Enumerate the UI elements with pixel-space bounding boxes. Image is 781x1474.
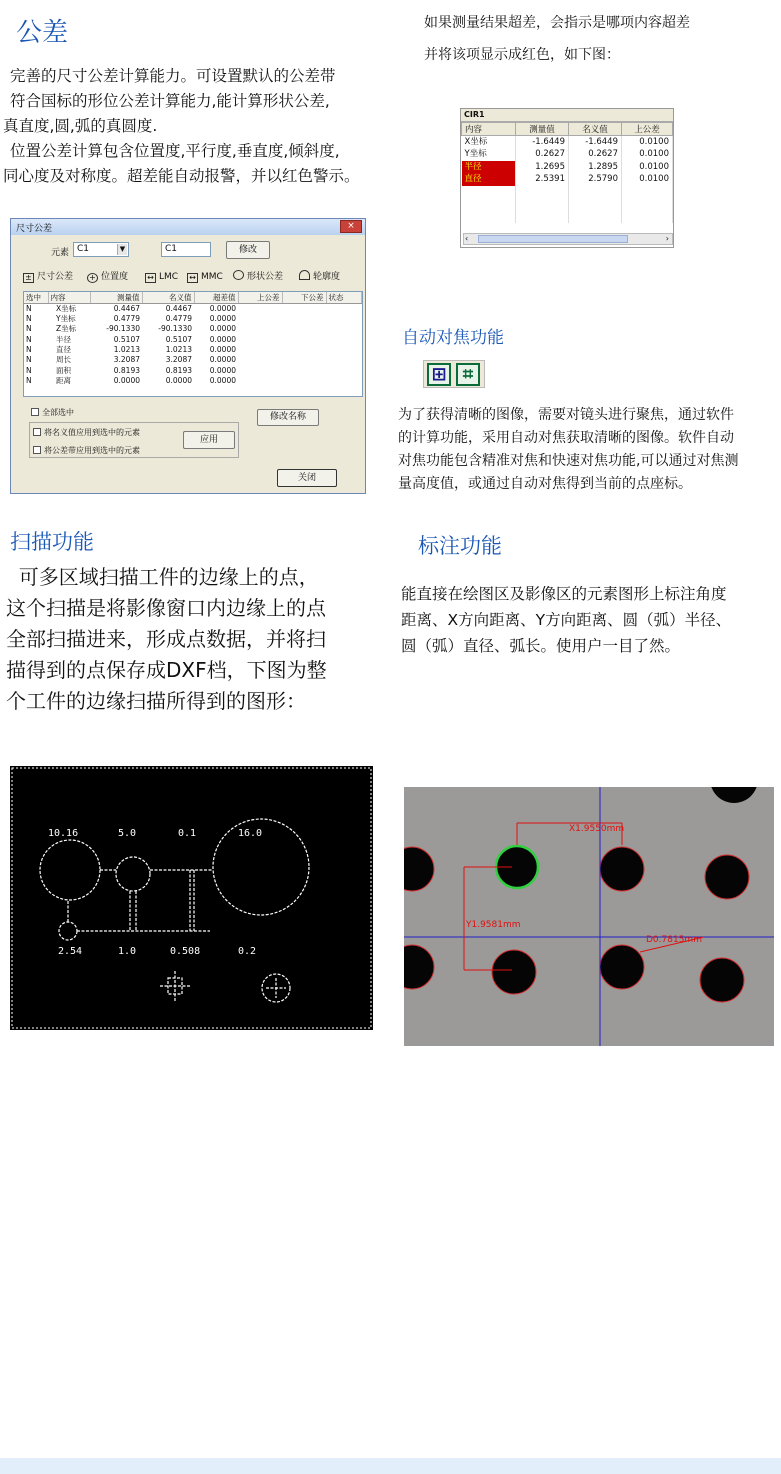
table-cell: 距离 [56,375,71,385]
table-cell [282,355,326,365]
table-row[interactable] [24,304,362,315]
table-cell [326,345,362,355]
table-cell: 0.8193 [113,365,140,375]
scan-label: 2.54 [58,946,83,957]
table-cell [238,335,282,345]
close-button[interactable]: 关闭 [277,469,337,487]
scroll-right-icon[interactable]: › [665,234,669,243]
tab-form-tolerance[interactable]: 形状公差 [233,269,283,285]
table-cell: 0.0100 [622,161,673,174]
scroll-left-icon[interactable]: ‹ [465,234,469,243]
col-header[interactable]: 测量值 [516,123,569,136]
table-cell [238,365,282,375]
table-cell: -1.6449 [569,136,622,149]
table-cell [238,355,282,365]
table-cell [326,365,362,375]
dialog-titlebar [11,219,365,235]
table-cell: 0.0000 [209,304,236,313]
out-of-tol-line-1: 如果测量结果超差，会指示是哪项内容超差 [424,15,690,31]
table-cell: 半径 [56,334,71,344]
table-row[interactable] [462,148,673,161]
table-cell: N [26,375,32,385]
col-header[interactable]: 下公差 [282,292,326,304]
table-cell: 直径 [462,173,516,186]
col-header[interactable]: 状态 [326,292,362,304]
scan-label: 1.0 [118,946,137,957]
table-cell [326,335,362,345]
table-cell: 0.5107 [113,334,140,344]
cir1-title: CIR1 [461,109,673,122]
table-cell: 0.0000 [209,334,236,344]
empty-row [462,211,673,224]
dialog-title: 尺寸公差 [16,224,53,234]
cir1-table [460,108,674,248]
dialog-tabs [23,269,363,285]
table-cell: N [26,355,32,365]
table-cell: N [26,304,32,313]
table-cell: -90.1330 [106,324,140,334]
table-cell [326,355,362,365]
table-cell: 0.0000 [209,324,236,334]
scan-label: 16.0 [238,828,263,839]
table-cell [238,314,282,324]
table-cell: N [26,314,32,324]
table-row[interactable] [24,314,362,324]
scrollbar-thumb[interactable] [478,235,628,243]
tolerance-grid[interactable] [23,291,363,397]
col-header[interactable]: 内容 [462,123,516,136]
annotate-line-1: 能直接在绘图区及影像区的元素图形上标注角度 [401,585,727,603]
position-icon: + [87,273,98,283]
table-cell: 0.2627 [569,148,622,161]
x-distance-label: X1.9550mm [569,824,625,834]
col-header[interactable]: 超差值 [194,292,238,304]
table-cell: 0.0000 [113,375,140,385]
table-cell [326,314,362,324]
tolerance-line-3: 真直度,圆,弧的真圆度. [3,117,158,135]
scan-line-5: 个工件的边缘扫描所得到的图形： [6,689,306,713]
table-cell [282,324,326,334]
footer-bar [0,1458,781,1474]
table-cell: 3.2087 [165,355,192,365]
diameter-label: D0.7815mm [646,935,702,945]
table-cell [238,324,282,334]
table-cell: 0.4779 [113,314,140,324]
scan-result-figure [10,766,373,1030]
table-cell: N [26,334,32,344]
table-cell: 2.5391 [516,173,569,186]
table-cell: 0.0100 [622,148,673,161]
table-cell: X坐标 [462,136,516,149]
table-row[interactable] [24,376,362,386]
tolerance-line-1: 完善的尺寸公差计算能力。可设置默认的公差带 [10,67,336,85]
scan-line-2: 这个扫描是将影像窗口内边缘上的点 [6,596,326,620]
scan-label: 0.1 [178,828,197,839]
table-row[interactable] [462,161,673,174]
table-cell: 0.4467 [165,304,192,313]
table-cell [326,304,362,315]
tolerance-line-5: 同心度及对称度。超差能自动报警，并以红色警示。 [3,167,360,185]
table-cell [238,345,282,355]
scan-line-4: 描得到的点保存成DXF档，下图为整 [6,658,327,682]
table-row[interactable] [24,345,362,355]
focus-toolbar [423,360,485,388]
table-cell: Y坐标 [462,148,516,161]
table-cell [238,376,282,386]
table-cell: 0.0000 [209,375,236,385]
tolerance-line-2: 符合国标的形位公差计算能力,能计算形状公差, [10,92,330,110]
element-select[interactable] [73,242,129,257]
table-cell: 1.2895 [569,161,622,174]
table-cell: 0.0000 [209,355,236,365]
table-cell: Y坐标 [56,314,76,324]
tab-profile[interactable]: 轮廓度 [299,269,340,285]
scan-label: 5.0 [118,828,137,839]
table-cell: 半径 [462,161,516,174]
table-row[interactable] [462,173,673,186]
annotate-line-2: 距离、X方向距离、Y方向距离、圆（弧）半径、 [401,611,732,629]
table-cell: N [26,365,32,375]
table-row[interactable] [24,335,362,345]
element-name-input[interactable]: C1 [161,242,211,257]
table-cell [326,324,362,334]
horizontal-scrollbar[interactable] [463,233,673,245]
tolerance-line-4: 位置公差计算包含位置度,平行度,垂直度,倾斜度, [10,142,340,160]
annotation-image [404,787,774,1046]
table-cell: 1.0213 [165,345,192,355]
out-of-tol-line-2: 并将该项显示成红色，如下图： [424,47,620,63]
table-row[interactable] [24,355,362,365]
element-select-value: C1 [77,244,90,254]
table-cell [282,314,326,324]
col-header[interactable]: 名义值 [142,292,194,304]
table-cell: 0.8193 [165,365,192,375]
table-cell [326,376,362,386]
table-cell: 1.0213 [113,345,140,355]
tab-mmc[interactable]: ↔ MMC [187,269,223,285]
table-cell: 0.0100 [622,173,673,186]
table-cell: 0.0100 [622,136,673,149]
table-cell: -90.1330 [158,324,192,334]
tab-lmc[interactable]: ↔ LMC [145,269,178,285]
annotate-line-3: 圆（弧）直径、弧长。使用户一目了然。 [401,637,681,655]
table-cell [238,304,282,315]
autofocus-line-3: 对焦功能包含精准对焦和快速对焦功能,可以通过对焦测 [398,453,739,469]
table-cell: 直径 [56,345,71,355]
autofocus-line-1: 为了获得清晰的图像，需要对镜头进行聚焦，通过软件 [398,407,734,423]
empty-row [462,198,673,211]
table-cell: 0.2627 [516,148,569,161]
element-label: 元素 [51,248,70,258]
circle-icon [233,270,244,280]
table-cell: 3.2087 [113,355,140,365]
table-cell: 面积 [56,365,71,375]
rename-button[interactable]: 修改名称 [257,409,319,426]
table-cell: X坐标 [56,304,77,313]
table-cell: 周长 [56,355,71,365]
apply-button[interactable]: 应用 [183,431,235,449]
mmc-icon: ↔ [187,273,198,283]
chevron-down-icon[interactable]: ▼ [117,244,127,255]
col-header[interactable]: 名义值 [569,123,622,136]
col-header[interactable]: 上公差 [622,123,673,136]
table-cell: 2.5790 [569,173,622,186]
quick-focus-icon[interactable]: ⌗ [456,363,480,386]
autofocus-line-2: 的计算功能，采用自动对焦获取清晰的图像。软件自动 [398,430,734,446]
lmc-icon: ↔ [145,273,156,283]
apply-nominal-checkbox[interactable]: 将名义值应用到选中的元素 [33,427,140,438]
scan-label: 0.508 [170,946,201,957]
table-cell: N [26,324,32,334]
table-cell [282,365,326,375]
scan-line-3: 全部扫描进来，形成点数据，并将扫 [6,627,326,651]
scan-line-1: 可多区域扫描工件的边缘上的点， [6,565,319,589]
size-tolerance-icon: ± [23,273,34,283]
col-header[interactable]: 选中 [24,292,48,304]
table-cell [282,376,326,386]
table-cell: 0.4779 [165,314,192,324]
table-row[interactable] [24,365,362,375]
col-header[interactable]: 上公差 [238,292,282,304]
apply-tolerance-checkbox[interactable]: 将公差带应用到选中的元素 [33,445,140,456]
table-cell: 0.0000 [209,365,236,375]
table-cell: 0.0000 [209,314,236,324]
precise-focus-icon[interactable]: ⊞ [427,363,451,386]
table-cell: 0.0000 [165,375,192,385]
table-cell: -1.6449 [516,136,569,149]
table-row[interactable] [462,136,673,149]
table-cell: 1.2695 [516,161,569,174]
scan-label: 10.16 [48,828,79,839]
col-header[interactable]: 内容 [48,292,90,304]
col-header[interactable]: 测量值 [90,292,142,304]
close-icon[interactable]: × [340,220,362,233]
empty-row [462,186,673,199]
profile-icon [299,270,310,280]
table-cell [282,304,326,315]
annotate-heading: 标注功能 [418,534,502,558]
y-distance-label: Y1.9581mm [466,920,521,930]
table-cell: 0.5107 [165,334,192,344]
table-row[interactable] [24,324,362,334]
table-cell: 0.4467 [113,304,140,313]
tolerance-heading: 公差 [16,18,69,48]
tab-position[interactable]: + 位置度 [87,269,128,285]
table-cell: Z坐标 [56,324,77,334]
autofocus-heading: 自动对焦功能 [402,328,504,348]
table-cell: N [26,345,32,355]
scan-heading: 扫描功能 [10,530,94,554]
table-cell [282,345,326,355]
scan-label: 0.2 [238,946,257,957]
table-cell: 0.0000 [209,345,236,355]
autofocus-line-4: 量高度值，或通过自动对焦得到当前的点座标。 [398,476,692,492]
tolerance-dialog [10,218,366,494]
select-all-checkbox[interactable]: 全部选中 [31,407,74,418]
table-cell [282,335,326,345]
modify-button[interactable]: 修改 [226,241,270,259]
tab-size-tolerance[interactable]: ± 尺寸公差 [23,269,73,285]
